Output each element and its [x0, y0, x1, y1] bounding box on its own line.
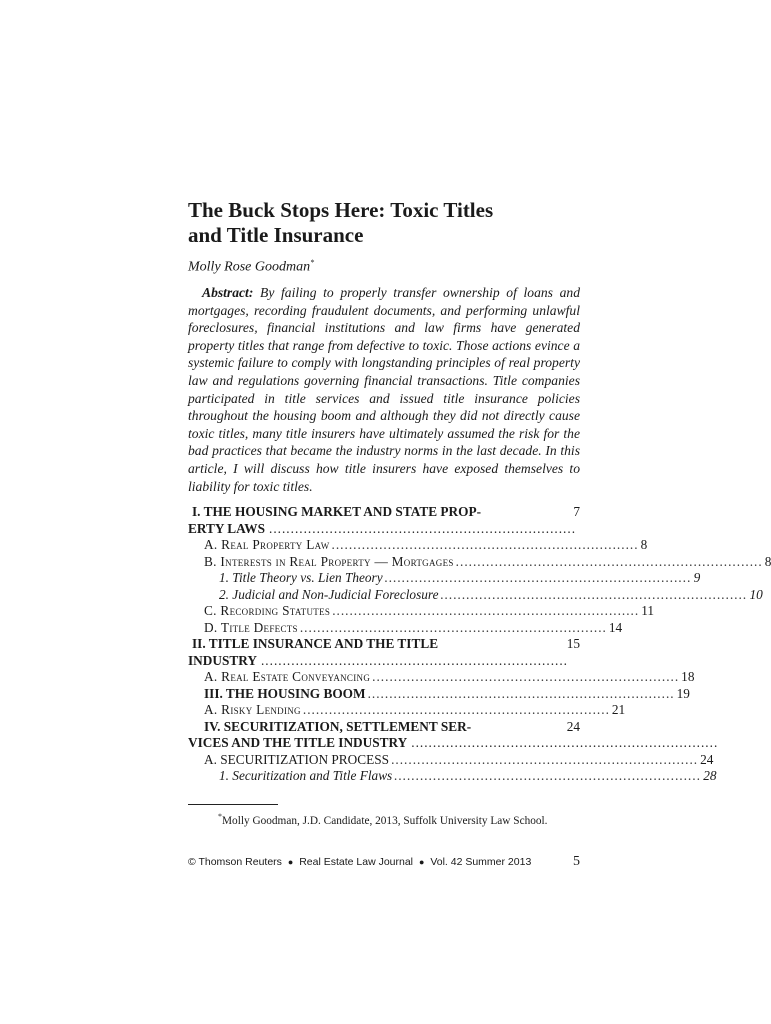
toc-leader: .......................................................................: [331, 537, 639, 553]
toc-leader: .......................................................................: [302, 702, 610, 718]
toc-entry-label: 2. Judicial and Non-Judicial Foreclosure: [219, 586, 439, 602]
toc-entry-label: IV. SECURITIZATION, SETTLEMENT SER-: [204, 718, 472, 734]
abstract-label: Abstract:: [202, 285, 254, 300]
toc-entry[interactable]: [188, 603, 655, 620]
toc-entry-page: 24: [700, 751, 714, 767]
footer-volume: Vol. 42 Summer 2013: [430, 856, 532, 868]
toc-entry[interactable]: [188, 586, 763, 604]
toc-leader: .......................................................................: [269, 520, 577, 536]
toc-entry-label: 1. Title Theory vs. Lien Theory: [219, 570, 383, 586]
footnote-divider: [188, 804, 278, 805]
toc-entry-label: II. TITLE INSURANCE AND THE TITLE: [192, 636, 439, 652]
footnote-mark: *: [218, 811, 222, 821]
toc-entry[interactable]: [188, 619, 623, 637]
article-title: [188, 198, 580, 248]
toc-entry-label: B. Interests in Real Property — Mortgages: [204, 553, 454, 569]
footer-publisher: © Thomson Reuters: [188, 856, 282, 868]
toc-entry-page: 15: [566, 636, 580, 652]
footer-citation: [188, 856, 531, 868]
footnote-text: Molly Goodman, J.D. Candidate, 2013, Suffolk University Law School.: [222, 814, 548, 827]
toc-entry-page: 8: [764, 553, 771, 569]
toc-entry[interactable]: [188, 636, 580, 669]
toc-entry[interactable]: [188, 537, 648, 554]
toc-entry-page: 9: [693, 570, 701, 586]
toc-entry[interactable]: [188, 553, 771, 571]
footer-journal: Real Estate Law Journal: [299, 856, 414, 868]
abstract: [188, 284, 580, 495]
toc-leader: .......................................................................: [440, 586, 748, 602]
page-footer: [188, 854, 580, 870]
toc-entry-label: A. Real Property Law: [204, 537, 330, 553]
toc-leader: .......................................................................: [332, 603, 640, 619]
toc-entry-page: 7: [573, 504, 580, 520]
toc-leader: .......................................................................: [394, 768, 702, 784]
toc-entry-page: 19: [676, 685, 690, 701]
abstract-text: By failing to properly transfer ownership of loans and mortgages, recording fraudulent documents, and performing unlawful foreclosures, financial institutions and law firms have generated property titles that range from defective to toxic. Those actions evince a systemic failure to comply with longstanding principles of real property law and regulations governing financial transactions. Title companies participated in title services and issued title insurance policies throughout the housing boom and although they did not directly cause toxic titles, many title insurers have ultimately assumed the risk for the bad practices that became the industry norms in the last decade. In this article, I will discuss how title insurers have exposed themselves to liability for toxic titles.: [188, 285, 580, 494]
toc-entry[interactable]: [188, 718, 719, 752]
toc-entry-page: 28: [703, 768, 717, 784]
toc-leader: .......................................................................: [411, 735, 719, 751]
toc-entry-label-cont: VICES AND THE TITLE INDUSTRY: [188, 735, 408, 751]
toc-entry-label-cont: ERTY LAWS: [188, 520, 265, 536]
toc-entry[interactable]: [188, 504, 580, 537]
toc-entry-page: 14: [608, 619, 623, 635]
author-line: [188, 258, 580, 276]
toc-leader: .......................................................................: [455, 553, 763, 569]
title-line-1: The Buck Stops Here: Toxic Titles: [188, 198, 494, 222]
toc-leader: .......................................................................: [372, 669, 680, 685]
toc-entry-label: III. THE HOUSING BOOM: [204, 685, 366, 701]
toc-entry[interactable]: [188, 685, 690, 703]
toc-entry-label: A. Risky Lending: [204, 702, 301, 718]
toc-leader: .......................................................................: [299, 619, 607, 635]
toc-entry-label: A. Real Estate Conveyancing: [204, 669, 371, 685]
toc-leader: .......................................................................: [260, 652, 569, 668]
toc-entry[interactable]: [188, 669, 695, 686]
toc-leader: .......................................................................: [384, 570, 692, 586]
toc-entry-page: 11: [641, 603, 655, 619]
toc-entry-label: C. Recording Statutes: [204, 603, 331, 619]
toc-entry[interactable]: [188, 702, 626, 719]
bullet-icon: ●: [287, 857, 294, 867]
toc-leader: .......................................................................: [391, 751, 699, 767]
bullet-icon: ●: [418, 857, 425, 867]
toc-entry-label-cont: INDUSTRY: [188, 652, 257, 668]
toc-entry[interactable]: [188, 768, 717, 785]
table-of-contents: [188, 504, 771, 785]
page-number: 5: [573, 854, 580, 869]
toc-entry-label: I. THE HOUSING MARKET AND STATE PROP-: [192, 504, 482, 520]
article-page: [188, 198, 771, 827]
toc-entry[interactable]: [188, 570, 701, 587]
toc-entry-label: D. Title Defects: [204, 619, 298, 635]
toc-entry-page: 24: [566, 718, 580, 734]
title-line-2: and Title Insurance: [188, 223, 364, 247]
toc-entry-page: 10: [749, 586, 763, 602]
author-footnote-mark[interactable]: *: [310, 258, 315, 267]
toc-entry-label: 1. Securitization and Title Flaws: [219, 768, 393, 784]
footnote: [188, 810, 580, 828]
author-name: Molly Rose Goodman: [188, 259, 311, 275]
toc-entry-page: 8: [640, 537, 648, 553]
toc-entry-page: 21: [611, 702, 626, 718]
toc-entry[interactable]: [188, 751, 714, 769]
toc-leader: .......................................................................: [367, 685, 675, 701]
toc-entry-label: A. SECURITIZATION PROCESS: [204, 751, 390, 767]
toc-entry-page: 18: [681, 669, 695, 685]
